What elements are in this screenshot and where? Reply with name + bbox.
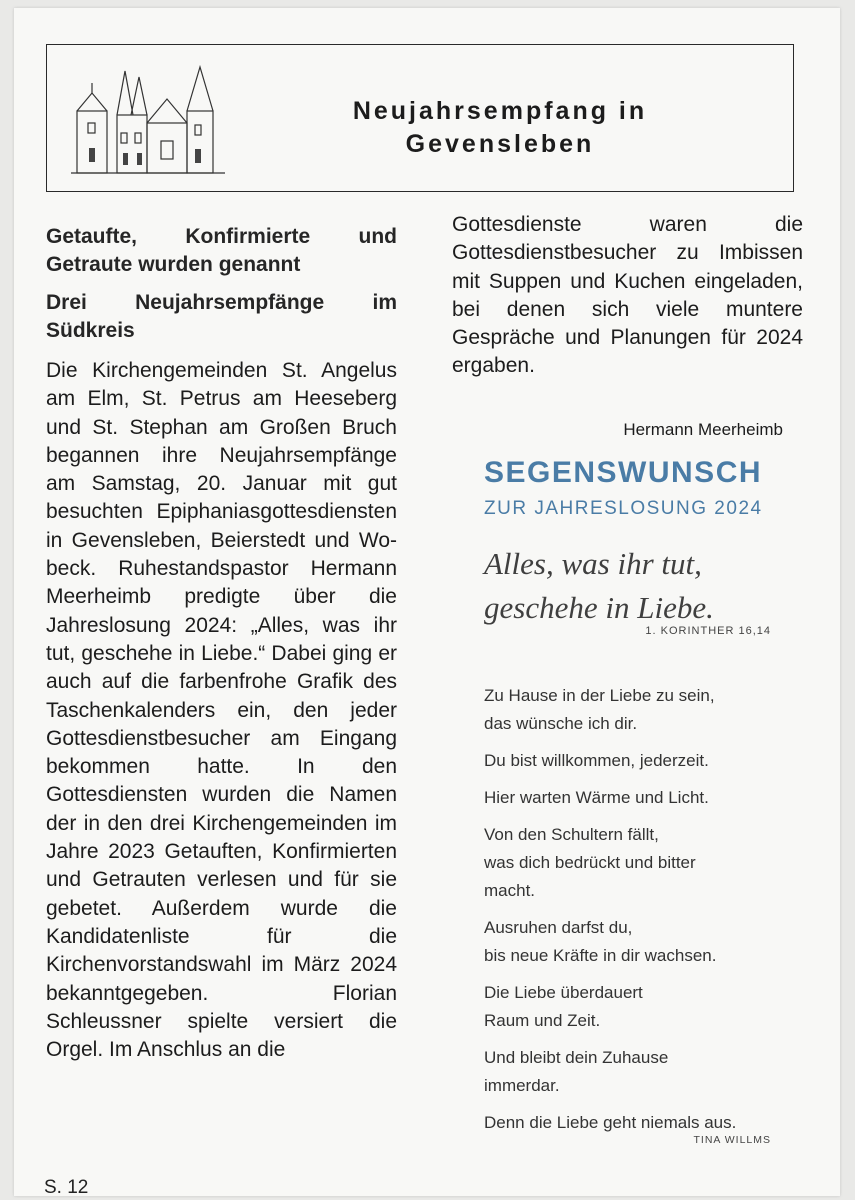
page-number: S. 12 (44, 1177, 89, 1198)
poem-line: immerdar. (484, 1076, 560, 1095)
article-continuation: Gottesdienste waren die Gottesdienstbesucher zu Imbissen mit Suppen und Kuchen eingeladen, bei denen sich viele muntere Gespräche und Planungen für 2024 ergaben. (452, 213, 803, 378)
poem-stanza (484, 784, 804, 812)
article-right-column (452, 211, 803, 381)
quote-line-2: geschehe in Liebe. (484, 590, 714, 625)
poem-line: Zu Hause in der Liebe zu sein, (484, 686, 715, 705)
poem-line: was dich bedrückt und bitter (484, 853, 696, 872)
subheading-1: Getaufte, Konfirmierte und Getraute wurden genannt (46, 225, 397, 276)
page-title (275, 95, 725, 161)
church-illustration (69, 63, 229, 183)
quote-line-1: Alles, was ihr tut, (484, 546, 702, 581)
blessing-quote (484, 542, 784, 630)
bible-reference: 1. KORINTHER 16,14 (645, 625, 771, 637)
poem-stanza (484, 979, 804, 1035)
poem-author: TINA WILLMS (693, 1134, 771, 1146)
blessing-title: SEGENSWUNSCH (484, 456, 763, 489)
poem-stanza (484, 1044, 804, 1100)
poem-line: Raum und Zeit. (484, 1011, 601, 1030)
poem-line: macht. (484, 881, 536, 900)
poem-line: bis neue Kräfte in dir wachsen. (484, 946, 717, 965)
poem-stanza (484, 747, 804, 775)
poem-line: das wünsche ich dir. (484, 714, 638, 733)
blessing-subtitle: ZUR JAHRESLOSUNG 2024 (484, 498, 763, 519)
poem-stanza (484, 1109, 804, 1137)
title-line-1: Neujahrsempfang in (352, 97, 648, 125)
poem-line: Denn die Liebe geht niemals aus. (484, 1113, 737, 1132)
poem-line: Ausruhen darfst du, (484, 918, 633, 937)
title-line-2: Gevensleben (405, 130, 595, 158)
poem-line: Die Liebe überdauert (484, 983, 643, 1002)
subheading-2: Drei Neujahrsempfänge im Südkreis (46, 291, 397, 342)
poem-line: Hier warten Wärme und Licht. (484, 788, 709, 807)
poem-stanza (484, 821, 804, 905)
poem-stanza (484, 682, 804, 738)
header-box (46, 44, 794, 192)
poem-line: Du bist willkommen, jederzeit. (484, 751, 709, 770)
article-left-column (46, 223, 397, 1064)
article-body: Die Kirchengemeinden St. Angelus am Elm, St. Petrus am Heeseberg und St. Stephan am Großen Bruch begannen ihre Neujahrsempfänge am Samstag, 20. Januar mit gut besuchten Epiphaniasgottesdiensten in Gevensleben, Beierstedt und Wobeck. Ruhestandspastor Hermann Meerheimb predigte über die Jahreslosung 2024: „Alles, was ihr tut, geschehe in Liebe.“ Dabei ging er auch auf die farbenfrohe Grafik des Taschenkalenders ein, den jeder Gottesdienstbesucher am Eingang bekommen hatte. In den Gottesdiensten wurden die Namen der in den drei Kirchengemeinden im Jahre 2023 Getauften, Konfirmierten und Getrauten verlesen und für sie gebetet. Außerdem wurde die Kandidatenliste für die Kirchenvorstandswahl im März 2024 bekanntgegeben. Florian Schleussner spielte versiert die Orgel. Im Anschlus an die (46, 359, 397, 1062)
poem (484, 682, 804, 1146)
poem-line: Von den Schultern fällt, (484, 825, 659, 844)
poem-line: Und bleibt dein Zuhause (484, 1048, 669, 1067)
article-author: Hermann Meerheimb (623, 420, 783, 439)
poem-stanza (484, 914, 804, 970)
